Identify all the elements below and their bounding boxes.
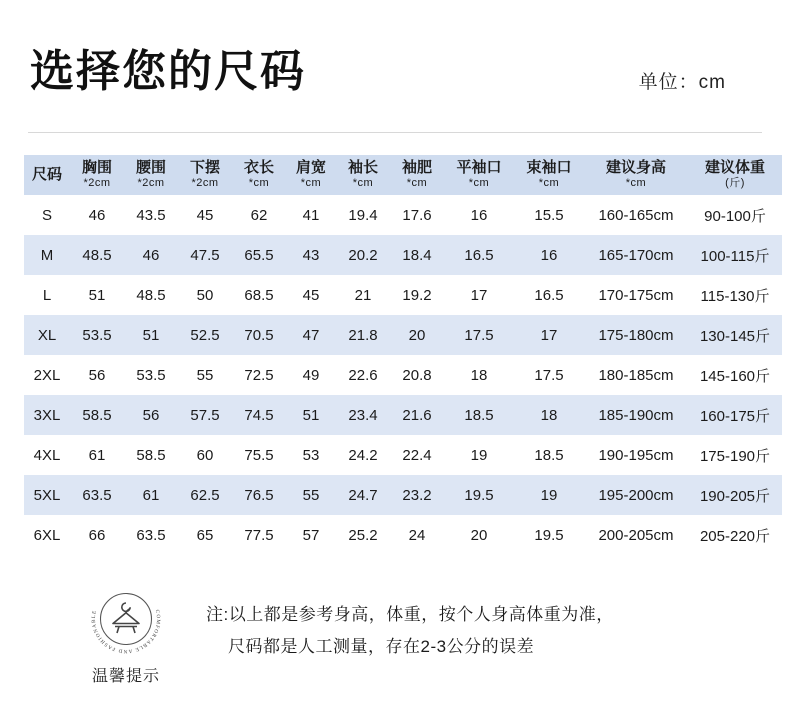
cell-sleeve-width: 18.4 (390, 235, 444, 275)
cell-sleeve-length: 22.6 (336, 355, 390, 395)
cell-elastic-cuff: 19.5 (514, 515, 584, 555)
column-header (232, 155, 286, 195)
cell-sleeve-width: 20.8 (390, 355, 444, 395)
cell-elastic-cuff: 18 (514, 395, 584, 435)
cell-weight: 160-175斤 (688, 395, 782, 435)
hanger-seal-icon (88, 581, 164, 657)
column-header-label: 肩宽 (295, 159, 326, 177)
cell-length: 77.5 (232, 515, 286, 555)
column-header-sub: (斤) (725, 177, 745, 190)
column-header-sub: *2cm (191, 177, 219, 190)
cell-shoulder: 53 (286, 435, 336, 475)
cell-sleeve-length: 21.8 (336, 315, 390, 355)
column-header-label: 尺码 (31, 165, 62, 183)
column-header (444, 155, 514, 195)
cell-weight: 190-205斤 (688, 475, 782, 515)
cell-height: 175-180cm (584, 315, 688, 355)
cell-bust: 51 (70, 275, 124, 315)
cell-hem: 45 (178, 195, 232, 235)
column-header-sub: *cm (248, 177, 270, 190)
column-header-label: 胸围 (81, 159, 112, 177)
cell-elastic-cuff: 16.5 (514, 275, 584, 315)
cell-waist: 56 (124, 395, 178, 435)
cell-size: L (24, 275, 70, 315)
cell-sleeve-width: 19.2 (390, 275, 444, 315)
table-header-row (24, 155, 782, 195)
cell-sleeve-width: 17.6 (390, 195, 444, 235)
column-header (24, 155, 70, 195)
cell-waist: 46 (124, 235, 178, 275)
cell-bust: 46 (70, 195, 124, 235)
table-row (24, 355, 782, 395)
column-header-sub: *cm (468, 177, 490, 190)
cell-hem: 47.5 (178, 235, 232, 275)
cell-sleeve-length: 21 (336, 275, 390, 315)
cell-height: 180-185cm (584, 355, 688, 395)
cell-hem: 52.5 (178, 315, 232, 355)
svg-text:COMFORTABLE AND FASHIONABLE: COMFORTABLE AND FASHIONABLE (90, 609, 162, 655)
cell-flat-cuff: 18.5 (444, 395, 514, 435)
cell-sleeve-length: 19.4 (336, 195, 390, 235)
cell-hem: 57.5 (178, 395, 232, 435)
cell-length: 62 (232, 195, 286, 235)
cell-height: 185-190cm (584, 395, 688, 435)
cell-elastic-cuff: 18.5 (514, 435, 584, 475)
table-head (24, 155, 782, 195)
cell-shoulder: 55 (286, 475, 336, 515)
cell-elastic-cuff: 19 (514, 475, 584, 515)
cell-waist: 61 (124, 475, 178, 515)
cell-flat-cuff: 17 (444, 275, 514, 315)
column-header (70, 155, 124, 195)
cell-flat-cuff: 19 (444, 435, 514, 475)
cell-height: 165-170cm (584, 235, 688, 275)
cell-elastic-cuff: 17.5 (514, 355, 584, 395)
cell-weight: 90-100斤 (688, 195, 782, 235)
column-header-sub: *cm (300, 177, 322, 190)
cell-flat-cuff: 20 (444, 515, 514, 555)
table-body (24, 195, 782, 555)
cell-size: XL (24, 315, 70, 355)
column-header-sub: *cm (406, 177, 428, 190)
column-header-sub: *2cm (83, 177, 111, 190)
cell-weight: 130-145斤 (688, 315, 782, 355)
size-table (24, 155, 782, 555)
column-header (336, 155, 390, 195)
cell-bust: 53.5 (70, 315, 124, 355)
cell-shoulder: 47 (286, 315, 336, 355)
cell-size: 5XL (24, 475, 70, 515)
cell-bust: 66 (70, 515, 124, 555)
page-header (24, 0, 766, 120)
note-line-1: 注:以上都是参考身高，体重，按个人身高体重为准， (206, 605, 614, 624)
cell-size: 4XL (24, 435, 70, 475)
cell-sleeve-length: 24.7 (336, 475, 390, 515)
column-header-label: 袖长 (347, 159, 378, 177)
cell-flat-cuff: 17.5 (444, 315, 514, 355)
column-header-label: 建议体重 (704, 159, 765, 177)
cell-size: M (24, 235, 70, 275)
cell-waist: 53.5 (124, 355, 178, 395)
cell-length: 70.5 (232, 315, 286, 355)
cell-weight: 115-130斤 (688, 275, 782, 315)
cell-weight: 145-160斤 (688, 355, 782, 395)
cell-size: 3XL (24, 395, 70, 435)
cell-height: 160-165cm (584, 195, 688, 235)
badge-label: 温馨提示 (91, 668, 160, 685)
cell-height: 170-175cm (584, 275, 688, 315)
column-header (286, 155, 336, 195)
column-header-label: 下摆 (189, 159, 220, 177)
cell-bust: 61 (70, 435, 124, 475)
cell-sleeve-width: 23.2 (390, 475, 444, 515)
cell-bust: 48.5 (70, 235, 124, 275)
cell-sleeve-length: 24.2 (336, 435, 390, 475)
page-title: 选择您的尺码 (30, 47, 306, 96)
cell-hem: 55 (178, 355, 232, 395)
column-header (390, 155, 444, 195)
column-header-label: 束袖口 (526, 159, 572, 177)
cell-size: 6XL (24, 515, 70, 555)
unit-label: 单位：cm (638, 72, 726, 93)
footer-note-area (24, 581, 766, 686)
table-row (24, 195, 782, 235)
cell-shoulder: 43 (286, 235, 336, 275)
notes-block (206, 581, 614, 664)
cell-flat-cuff: 19.5 (444, 475, 514, 515)
cell-sleeve-length: 20.2 (336, 235, 390, 275)
column-header-label: 腰围 (135, 159, 166, 177)
cell-size: S (24, 195, 70, 235)
table-row (24, 315, 782, 355)
tip-badge (72, 581, 180, 686)
cell-waist: 48.5 (124, 275, 178, 315)
column-header-label: 建议身高 (605, 159, 666, 177)
cell-weight: 100-115斤 (688, 235, 782, 275)
cell-sleeve-width: 21.6 (390, 395, 444, 435)
header-divider (28, 132, 762, 133)
cell-waist: 58.5 (124, 435, 178, 475)
cell-weight: 175-190斤 (688, 435, 782, 475)
cell-shoulder: 51 (286, 395, 336, 435)
cell-shoulder: 57 (286, 515, 336, 555)
cell-length: 68.5 (232, 275, 286, 315)
table-row (24, 475, 782, 515)
column-header (688, 155, 782, 195)
note-line-2: 尺码都是人工测量，存在2-3公分的误差 (228, 637, 535, 657)
cell-flat-cuff: 16.5 (444, 235, 514, 275)
cell-hem: 60 (178, 435, 232, 475)
column-header (584, 155, 688, 195)
column-header-sub: *cm (538, 177, 560, 190)
table-row (24, 235, 782, 275)
cell-waist: 43.5 (124, 195, 178, 235)
cell-hem: 50 (178, 275, 232, 315)
cell-elastic-cuff: 15.5 (514, 195, 584, 235)
cell-elastic-cuff: 17 (514, 315, 584, 355)
cell-bust: 63.5 (70, 475, 124, 515)
cell-length: 72.5 (232, 355, 286, 395)
cell-hem: 65 (178, 515, 232, 555)
column-header (514, 155, 584, 195)
cell-length: 74.5 (232, 395, 286, 435)
cell-flat-cuff: 18 (444, 355, 514, 395)
column-header-label: 平袖口 (456, 159, 502, 177)
cell-height: 195-200cm (584, 475, 688, 515)
cell-elastic-cuff: 16 (514, 235, 584, 275)
column-header-sub: *cm (352, 177, 374, 190)
cell-shoulder: 49 (286, 355, 336, 395)
cell-shoulder: 45 (286, 275, 336, 315)
column-header-label: 袖肥 (401, 159, 432, 177)
cell-flat-cuff: 16 (444, 195, 514, 235)
cell-length: 65.5 (232, 235, 286, 275)
cell-weight: 205-220斤 (688, 515, 782, 555)
cell-size: 2XL (24, 355, 70, 395)
table-row (24, 275, 782, 315)
column-header-label: 衣长 (243, 159, 274, 177)
table-row (24, 435, 782, 475)
cell-bust: 58.5 (70, 395, 124, 435)
cell-sleeve-width: 20 (390, 315, 444, 355)
cell-sleeve-length: 25.2 (336, 515, 390, 555)
cell-bust: 56 (70, 355, 124, 395)
cell-length: 75.5 (232, 435, 286, 475)
badge-ring (88, 581, 164, 657)
table-row (24, 395, 782, 435)
cell-height: 190-195cm (584, 435, 688, 475)
table-row (24, 515, 782, 555)
cell-height: 200-205cm (584, 515, 688, 555)
column-header-sub: *2cm (137, 177, 165, 190)
cell-sleeve-width: 24 (390, 515, 444, 555)
cell-sleeve-length: 23.4 (336, 395, 390, 435)
cell-sleeve-width: 22.4 (390, 435, 444, 475)
cell-hem: 62.5 (178, 475, 232, 515)
column-header (124, 155, 178, 195)
column-header-sub: *cm (625, 177, 647, 190)
cell-length: 76.5 (232, 475, 286, 515)
cell-shoulder: 41 (286, 195, 336, 235)
column-header (178, 155, 232, 195)
cell-waist: 51 (124, 315, 178, 355)
cell-waist: 63.5 (124, 515, 178, 555)
